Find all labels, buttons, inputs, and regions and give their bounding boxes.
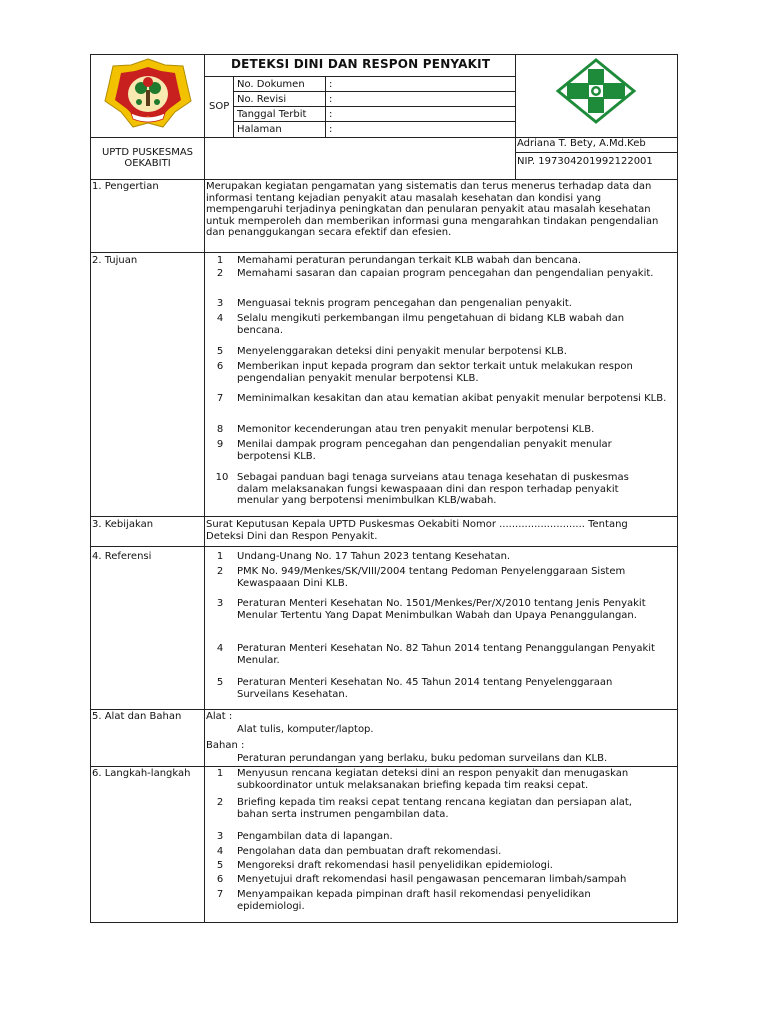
field-no-dokumen-label: No. Dokumen	[237, 79, 305, 90]
langkah-item-number: 4	[216, 846, 224, 857]
tujuan-item-text: Menyelenggarakan deteksi dini penyakit menular berpotensi KLB.	[237, 346, 567, 357]
tujuan-item-text: Selalu mengikuti perkembangan ilmu pengetahuan di bidang KLB wabah dan bencana.	[237, 313, 625, 336]
tujuan-item-number: 4	[216, 313, 224, 324]
tujuan-item-text: Meminimalkan kesakitan dan atau kematian akibat penyakit menular berpotensi KLB.	[237, 393, 667, 404]
field-no-revisi-value: :	[329, 94, 333, 105]
langkah-item-number: 3	[216, 831, 224, 842]
langkah-item-text: Pengambilan data di lapangan.	[237, 831, 393, 842]
tujuan-item-number: 9	[216, 439, 224, 450]
tujuan-item-number: 8	[216, 424, 224, 435]
tujuan-item-text: Sebagai panduan bagi tenaga surveians atau tenaga kesehatan di puskesmas dalam melaksanakan fungsi kewaspaaan dini dan respon terhadap penyakit menular yang berpotensi menimbulkan KLB/wabah.	[237, 472, 629, 506]
langkah-item-text: Briefing kepada tim reaksi cepat tentang rencana kegiatan dan persiapan alat, bahan serta instrumen pengambilan data.	[237, 797, 632, 820]
tujuan-item-number: 1	[216, 255, 224, 266]
org-name-line2: OEKABITI	[124, 158, 171, 169]
bahan-label: Bahan :	[206, 740, 245, 751]
referensi-item-number: 4	[216, 643, 224, 654]
tujuan-item-number: 3	[216, 298, 224, 309]
langkah-item-number: 6	[216, 874, 224, 885]
langkah-item-number: 2	[216, 797, 224, 808]
tujuan-item-number: 6	[216, 361, 224, 372]
referensi-item-text: Peraturan Menteri Kesehatan No. 1501/Menkes/Per/X/2010 tentang Jenis Penyakit Menular Tertentu Yang Dapat Menimbulkan Wabah dan Upaya Penanggulangan.	[237, 598, 646, 621]
langkah-item-text: Menyusun rencana kegiatan deteksi dini an respon penyakit dan menugaskan subkoordinator untuk melaksanakan briefing kepada tim reaksi cepat.	[237, 768, 629, 791]
langkah-item-number: 5	[216, 860, 224, 871]
tujuan-item-text: Menilai dampak program pencegahan dan pengendalian penyakit menular berpotensi KLB.	[237, 439, 612, 462]
section-label-kebijakan: 3. Kebijakan	[92, 519, 154, 530]
alat-label: Alat :	[206, 711, 233, 722]
field-tanggal-terbit-value: :	[329, 109, 333, 120]
langkah-item-text: Pengolahan data dan pembuatan draft rekomendasi.	[237, 846, 502, 857]
section-label-alat-bahan: 5. Alat dan Bahan	[92, 711, 182, 722]
bahan-text: Peraturan perundangan yang berlaku, buku pedoman surveilans dan KLB.	[237, 753, 608, 764]
section-label-referensi: 4. Referensi	[92, 551, 152, 562]
referensi-item-number: 5	[216, 677, 224, 688]
tujuan-item-number: 10	[215, 472, 229, 483]
alat-text: Alat tulis, komputer/laptop.	[237, 724, 374, 735]
field-no-revisi-label: No. Revisi	[237, 94, 287, 105]
referensi-item-text: Undang-Unang No. 17 Tahun 2023 tentang Kesehatan.	[237, 551, 511, 562]
langkah-item-number: 7	[216, 889, 224, 900]
referensi-item-number: 2	[216, 566, 224, 577]
referensi-item-number: 1	[216, 551, 224, 562]
referensi-item-text: PMK No. 949/Menkes/SK/VIII/2004 tentang Pedoman Penyelenggaraan Sistem Kewaspaaan Dini KLB.	[237, 566, 626, 589]
field-tanggal-terbit-label: Tanggal Terbit	[237, 109, 307, 120]
tujuan-item-number: 7	[216, 393, 224, 404]
section-label-pengertian: 1. Pengertian	[92, 181, 159, 192]
field-halaman-value: :	[329, 124, 333, 135]
kebijakan-text: Surat Keputusan Kepala UPTD Puskesmas Oekabiti Nomor ........................... Tentang Deteksi Dini dan Respon Penyakit.	[206, 519, 628, 542]
page-title: DETEKSI DINI DAN RESPON PENYAKIT	[231, 57, 491, 71]
tujuan-item-text: Memonitor kecenderungan atau tren penyakit menular berpotensi KLB.	[237, 424, 595, 435]
signer-nip: NIP. 197304201992122001	[517, 156, 653, 167]
tujuan-item-text: Menguasai teknis program pencegahan dan pengenalian penyakit.	[237, 298, 572, 309]
tujuan-item-number: 5	[216, 346, 224, 357]
referensi-item-text: Peraturan Menteri Kesehatan No. 82 Tahun 2014 tentang Penanggulangan Penyakit Menular.	[237, 643, 655, 666]
langkah-item-text: Menyampaikan kepada pimpinan draft hasil rekomendasi penyelidikan epidemiologi.	[237, 889, 591, 912]
langkah-item-number: 1	[216, 768, 224, 779]
field-halaman-label: Halaman	[237, 124, 282, 135]
section-label-langkah: 6. Langkah-langkah	[92, 768, 191, 779]
puskesmas-cross-logo	[556, 58, 636, 124]
signer-name: Adriana T. Bety, A.Md.Keb	[517, 138, 646, 149]
field-no-dokumen-value: :	[329, 79, 333, 90]
tujuan-item-text: Memahami peraturan perundangan terkait KLB wabah dan bencana.	[237, 255, 582, 266]
section-label-tujuan: 2. Tujuan	[92, 255, 138, 266]
langkah-item-text: Mengoreksi draft rekomendasi hasil penyelidikan epidemiologi.	[237, 860, 553, 871]
tujuan-item-text: Memahami sasaran dan capaian program pencegahan dan pengendalian penyakit.	[237, 268, 654, 279]
sop-label: SOP	[209, 101, 230, 112]
pengertian-text: Merupakan kegiatan pengamatan yang sistematis dan terus menerus terhadap data dan informasi tentang kejadian penyakit atau masalah kesehatan dan kondisi yang mempengaruhi terjadinya peningkatan dan penularan penyakit atau masalah kesehatan untuk memperoleh dan memberikan informasi guna mengarahkan tindakan pengendalian dan penanggukangan secara efektif dan efesien.	[206, 181, 659, 238]
langkah-item-text: Menyetujui draft rekomendasi hasil pengawasan pencemaran limbah/sampah	[237, 874, 627, 885]
tujuan-item-number: 2	[216, 268, 224, 279]
tujuan-item-text: Memberikan input kepada program dan sektor terkait untuk melakukan respon pengendalian penyakit menular berpotensi KLB.	[237, 361, 633, 384]
referensi-item-number: 3	[216, 598, 224, 609]
district-seal-logo	[103, 57, 193, 131]
org-name-line1: UPTD PUSKESMAS	[101, 147, 194, 158]
referensi-item-text: Peraturan Menteri Kesehatan No. 45 Tahun 2014 tentang Penyelenggaraan Surveilans Kesehatan.	[237, 677, 613, 700]
